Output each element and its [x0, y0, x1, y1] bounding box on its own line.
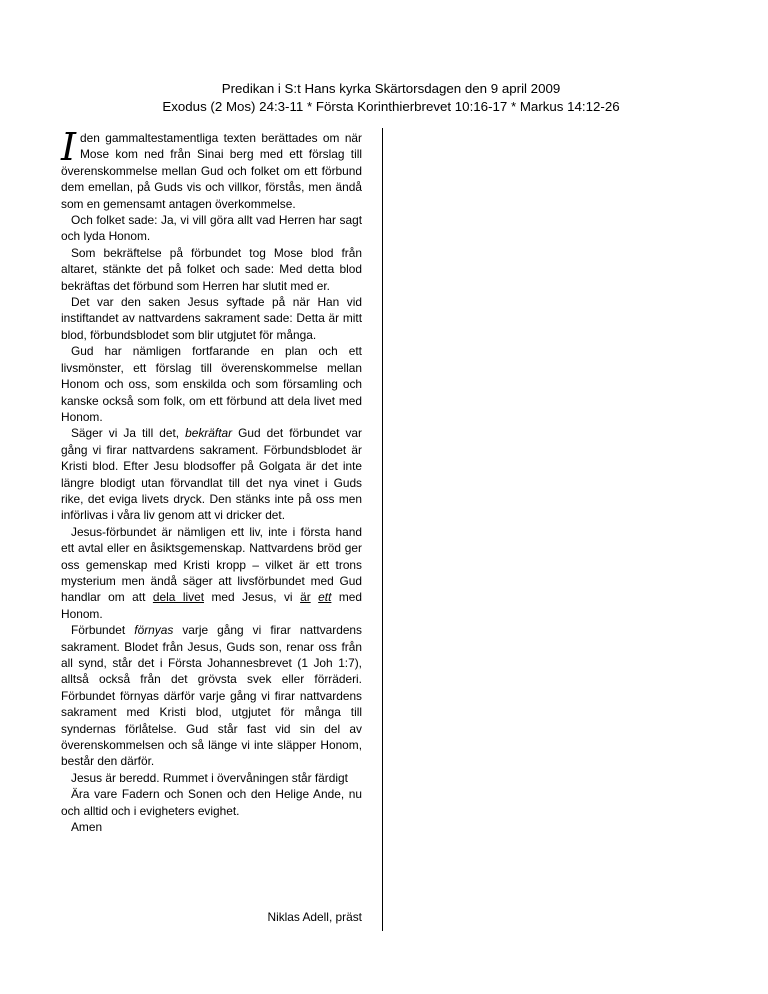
- paragraph-7-text-b: med Jesus, vi: [211, 590, 293, 605]
- sermon-header: [0, 80, 768, 116]
- sermon-title: Predikan i S:t Hans kyrka Skärtorsdagen den 9 april 2009: [221, 81, 561, 96]
- emphasis-bekraftar: bekräftar: [185, 426, 233, 441]
- paragraph-4: Det var den saken Jesus syftade på när Han vid instiftandet av nattvardens sakrament sade: Detta är mitt blod, förbundsblodet som blir utgjutet för många.: [61, 295, 362, 342]
- scripture-references: Exodus (2 Mos) 24:3-11 * Första Korinthierbrevet 10:16-17 * Markus 14:12-26: [162, 99, 620, 114]
- paragraph-3: Som bekräftelse på förbundet tog Mose blod från altaret, stänkte det på folket och sade: Med detta blod bekräftas det förbund som Herren har slutit med er.: [61, 245, 362, 293]
- emphasis-fornyas: förnyas: [134, 623, 174, 638]
- paragraph-11: Amen: [71, 820, 103, 835]
- underline-dela-livet: dela livet: [152, 590, 205, 605]
- paragraph-6-text-b: Gud det förbundet var gång vi firar nattvardens sakrament. Förbundsblodet är Kristi blod. Efter Jesu blodsoffer på Golgata är det inte längre blodigt utan förvandlat till det nya vinet i Guds rike, det eviga livets dryck. Den stänks inte på oss men införlivas i våra liv genom att vi dricker det.: [61, 426, 363, 523]
- paragraph-5: Gud har nämligen fortfarande en plan och ett livsmönster, ett förslag till överenskommelse mellan Honom och oss, som enskilda och som församling och kanske också som folk, om ett förbund att dela livet med Honom.: [61, 344, 362, 424]
- emphasis-ett: ett: [318, 590, 332, 605]
- paragraph-8: [61, 622, 362, 770]
- paragraph-1-text: den gammaltestamentliga texten berättades om när Mose kom ned från Sinai berg med ett förslag till överenskommelse mellan Gud och folket om ett förbund dem emellan, på Guds vis och villkor, förstås, men ändå som en gemensamt antagen överkommelse.: [61, 131, 362, 211]
- paragraph-7: [61, 524, 362, 622]
- paragraph-7-text-c: med Honom.: [61, 590, 363, 621]
- paragraph-10: Ära vare Fadern och Sonen och den Helige Ande, nu och alltid och i evigheters evighet.: [61, 787, 362, 818]
- drop-cap: I: [61, 125, 77, 169]
- paragraph-7-text-a: Jesus-förbundet är nämligen ett liv, inte i första hand ett avtal eller en åsiktsgemenskap. Nattvardens bröd ger oss gemenskap med Kristi kropp – vilket är ett trons mysterium men ändå säger att livsförbundet med Gud handlar om att: [61, 524, 362, 605]
- paragraph-9: Jesus är beredd. Rummet i övervåningen står färdigt: [71, 770, 348, 785]
- paragraph-6: [61, 425, 362, 523]
- paragraph-8-text-a: Förbundet: [71, 623, 126, 638]
- column-divider: [382, 128, 383, 931]
- sermon-text-column: [61, 125, 363, 835]
- paragraph-1: [61, 125, 362, 212]
- paragraph-8-text-b: varje gång vi firar nattvardens sakrament. Blodet från Jesus, Guds son, renar oss från all synd, står det i Första Johannesbrevet (1 Joh 1:7), alltså också från det grövsta svek eller förräderi. Förbundet förnyas därför varje gång vi firar nattvardens sakrament med Kristi blod, utgjutet för många till syndernas förlåtelse. Gud står fast vid sin del av överenskommelsen och så länge vi inte släpper Honom, består den därför.: [61, 623, 362, 769]
- signature: Niklas Adell, präst: [267, 910, 362, 924]
- underline-ar: är: [300, 590, 311, 605]
- paragraph-6-text-a: Säger vi Ja till det,: [71, 426, 180, 441]
- paragraph-2: Och folket sade: Ja, vi vill göra allt vad Herren har sagt och lyda Honom.: [61, 213, 362, 244]
